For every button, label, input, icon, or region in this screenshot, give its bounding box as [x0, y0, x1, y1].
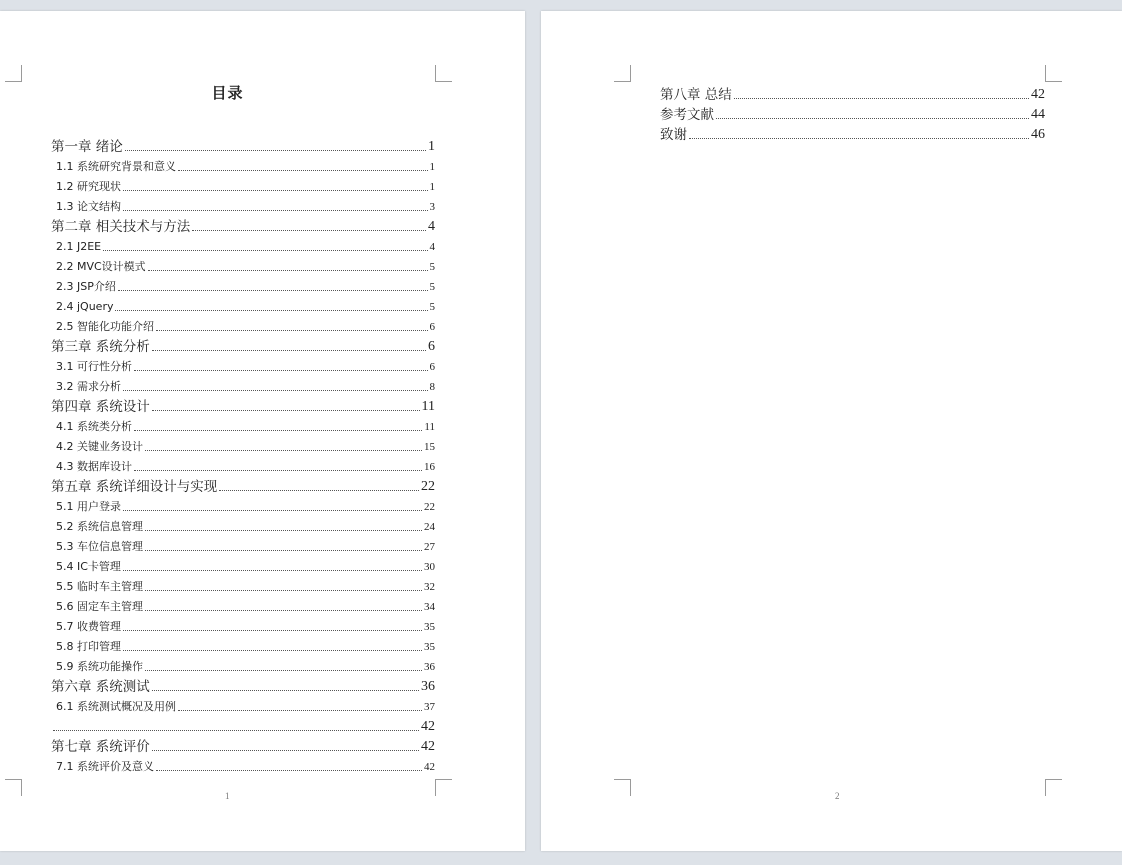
toc-leader-dots — [123, 389, 428, 391]
toc-entry-page: 4 — [428, 219, 435, 234]
toc-section-entry[interactable] — [51, 295, 435, 315]
toc-entry-page: 34 — [424, 601, 435, 613]
toc-entry-page: 15 — [424, 441, 435, 453]
toc-chapter-entry[interactable] — [51, 335, 435, 355]
crop-mark-bottom-left — [614, 779, 631, 796]
toc-leader-dots — [123, 569, 422, 571]
toc-leader-dots — [716, 117, 1029, 119]
toc-leader-dots — [152, 749, 419, 751]
toc-leader-dots — [145, 529, 422, 531]
toc-leader-dots — [145, 449, 422, 451]
toc-entry-page: 6 — [428, 339, 435, 354]
toc-entry-label: 5.7 收费管理 — [56, 620, 121, 633]
toc-section-entry[interactable] — [51, 515, 435, 535]
toc-chapter-entry[interactable] — [51, 395, 435, 415]
toc-section-entry[interactable] — [51, 595, 435, 615]
toc-chapter-entry[interactable] — [51, 715, 435, 735]
crop-mark-bottom-right — [1045, 779, 1062, 796]
toc-list — [660, 83, 1045, 143]
toc-entry-page: 5 — [429, 261, 435, 273]
toc-entry-page: 6 — [429, 361, 435, 373]
toc-leader-dots — [152, 409, 420, 411]
toc-entry-label: 参考文献 — [660, 107, 714, 123]
toc-leader-dots — [192, 229, 426, 231]
toc-title: 目录 — [211, 84, 244, 102]
toc-section-entry[interactable] — [51, 455, 435, 475]
crop-mark-top-left — [5, 65, 22, 82]
crop-mark-top-right — [1045, 65, 1062, 82]
toc-entry-page: 36 — [421, 679, 435, 694]
toc-entry-page: 37 — [424, 701, 435, 713]
toc-entry-label: 2.1 J2EE — [56, 240, 102, 253]
toc-chapter-entry[interactable] — [660, 83, 1045, 103]
toc-entry-page: 5 — [429, 281, 435, 293]
toc-section-entry[interactable] — [51, 315, 435, 335]
document-page-2 — [541, 11, 1122, 851]
toc-entry-label: 2.4 jQuery — [56, 300, 114, 313]
toc-section-entry[interactable] — [51, 355, 435, 375]
toc-leader-dots — [53, 729, 419, 731]
toc-entry-page: 42 — [421, 739, 435, 754]
toc-entry-label: 5.9 系统功能操作 — [56, 660, 143, 673]
toc-entry-label: 1.2 研究现状 — [56, 180, 121, 193]
toc-entry-label: 第三章 系统分析 — [51, 339, 150, 355]
toc-leader-dots — [689, 137, 1029, 139]
toc-entry-page: 1 — [428, 139, 435, 154]
toc-chapter-entry[interactable] — [660, 123, 1045, 143]
toc-entry-page: 42 — [1031, 87, 1045, 102]
toc-section-entry[interactable] — [51, 495, 435, 515]
toc-section-entry[interactable] — [51, 275, 435, 295]
toc-section-entry[interactable] — [51, 615, 435, 635]
crop-mark-bottom-left — [5, 779, 22, 796]
toc-chapter-entry[interactable] — [660, 103, 1045, 123]
toc-leader-dots — [123, 509, 422, 511]
toc-entry-label: 5.1 用户登录 — [56, 500, 121, 513]
toc-section-entry[interactable] — [51, 655, 435, 675]
toc-entry-label: 5.8 打印管理 — [56, 640, 121, 653]
toc-entry-label: 第四章 系统设计 — [51, 399, 150, 415]
crop-mark-top-left — [614, 65, 631, 82]
toc-section-entry[interactable] — [51, 555, 435, 575]
toc-leader-dots — [145, 549, 422, 551]
toc-entry-label: 第八章 总结 — [660, 87, 732, 103]
toc-entry-page: 36 — [424, 661, 435, 673]
toc-leader-dots — [178, 709, 422, 711]
toc-list — [51, 135, 435, 775]
toc-entry-label: 5.6 固定车主管理 — [56, 600, 143, 613]
toc-leader-dots — [123, 209, 428, 211]
toc-entry-label: 第七章 系统评价 — [51, 739, 150, 755]
toc-leader-dots — [152, 349, 426, 351]
toc-entry-page: 22 — [421, 479, 435, 494]
toc-section-entry[interactable] — [51, 375, 435, 395]
toc-leader-dots — [156, 329, 428, 331]
toc-leader-dots — [125, 149, 426, 151]
toc-leader-dots — [123, 649, 422, 651]
toc-entry-label: 2.2 MVC设计模式 — [56, 260, 146, 273]
toc-entry-label: 5.2 系统信息管理 — [56, 520, 143, 533]
toc-entry-page: 30 — [424, 561, 435, 573]
toc-entry-label: 4.2 关键业务设计 — [56, 440, 143, 453]
toc-entry-label: 2.3 JSP介绍 — [56, 280, 116, 293]
toc-entry-label: 1.1 系统研究背景和意义 — [56, 160, 176, 173]
toc-entry-page: 46 — [1031, 127, 1045, 142]
page-number: 1 — [225, 791, 230, 801]
toc-entry-label: 致谢 — [660, 127, 687, 143]
toc-entry-page: 42 — [424, 761, 435, 773]
toc-entry-page: 35 — [424, 641, 435, 653]
toc-section-entry[interactable] — [51, 175, 435, 195]
toc-entry-page: 11 — [421, 399, 435, 414]
toc-entry-label: 3.2 需求分析 — [56, 380, 121, 393]
toc-entry-label: 4.3 数据库设计 — [56, 460, 132, 473]
toc-section-entry[interactable] — [51, 415, 435, 435]
toc-section-entry[interactable] — [51, 635, 435, 655]
toc-entry-page: 1 — [429, 161, 435, 173]
toc-entry-page: 6 — [429, 321, 435, 333]
toc-entry-label: 1.3 论文结构 — [56, 200, 121, 213]
toc-entry-page: 32 — [424, 581, 435, 593]
toc-entry-page: 8 — [429, 381, 435, 393]
toc-leader-dots — [134, 369, 428, 371]
toc-leader-dots — [115, 309, 427, 311]
toc-entry-label: 3.1 可行性分析 — [56, 360, 132, 373]
toc-entry-page: 35 — [424, 621, 435, 633]
toc-section-entry[interactable] — [51, 695, 435, 715]
toc-entry-label: 5.4 IC卡管理 — [56, 560, 121, 573]
toc-entry-page: 4 — [429, 241, 435, 253]
toc-entry-label: 4.1 系统类分析 — [56, 420, 132, 433]
toc-chapter-entry[interactable] — [51, 215, 435, 235]
toc-leader-dots — [134, 429, 422, 431]
page-number: 2 — [835, 791, 840, 801]
toc-entry-label: 第二章 相关技术与方法 — [51, 219, 191, 235]
toc-chapter-entry[interactable] — [51, 675, 435, 695]
toc-leader-dots — [123, 189, 428, 191]
toc-section-entry[interactable] — [51, 235, 435, 255]
crop-mark-top-right — [435, 65, 452, 82]
toc-entry-page: 16 — [424, 461, 435, 473]
toc-section-entry[interactable] — [51, 155, 435, 175]
toc-entry-page: 22 — [424, 501, 435, 513]
toc-leader-dots — [178, 169, 428, 171]
toc-section-entry[interactable] — [51, 755, 435, 775]
crop-mark-bottom-right — [435, 779, 452, 796]
toc-chapter-entry[interactable] — [51, 735, 435, 755]
toc-leader-dots — [145, 669, 422, 671]
toc-section-entry[interactable] — [51, 255, 435, 275]
toc-entry-page: 1 — [429, 181, 435, 193]
toc-entry-label: 7.1 系统评价及意义 — [56, 760, 154, 773]
toc-section-entry[interactable] — [51, 535, 435, 555]
toc-leader-dots — [148, 269, 428, 271]
toc-entry-page: 5 — [429, 301, 435, 313]
toc-leader-dots — [734, 97, 1029, 99]
toc-entry-page: 11 — [424, 421, 435, 433]
toc-entry-page: 42 — [421, 719, 435, 734]
toc-section-entry[interactable] — [51, 195, 435, 215]
toc-leader-dots — [134, 469, 422, 471]
toc-leader-dots — [145, 609, 422, 611]
toc-leader-dots — [103, 249, 427, 251]
toc-leader-dots — [156, 769, 422, 771]
toc-entry-page: 24 — [424, 521, 435, 533]
toc-entry-label: 6.1 系统测试概况及用例 — [56, 700, 176, 713]
toc-section-entry[interactable] — [51, 435, 435, 455]
toc-entry-page: 3 — [429, 201, 435, 213]
toc-entry-page: 44 — [1031, 107, 1045, 122]
toc-entry-label: 第一章 绪论 — [51, 139, 123, 155]
toc-entry-label: 5.5 临时车主管理 — [56, 580, 143, 593]
toc-section-entry[interactable] — [51, 575, 435, 595]
toc-leader-dots — [123, 629, 422, 631]
toc-entry-label: 5.3 车位信息管理 — [56, 540, 143, 553]
toc-entry-label: 2.5 智能化功能介绍 — [56, 320, 154, 333]
toc-entry-label: 第六章 系统测试 — [51, 679, 150, 695]
toc-chapter-entry[interactable] — [51, 475, 435, 495]
toc-entry-label: 第五章 系统详细设计与实现 — [51, 479, 218, 495]
toc-entry-page: 27 — [424, 541, 435, 553]
toc-leader-dots — [219, 489, 419, 491]
toc-leader-dots — [152, 689, 419, 691]
toc-leader-dots — [118, 289, 428, 291]
toc-chapter-entry[interactable] — [51, 135, 435, 155]
document-page-1 — [0, 11, 525, 851]
toc-leader-dots — [145, 589, 422, 591]
